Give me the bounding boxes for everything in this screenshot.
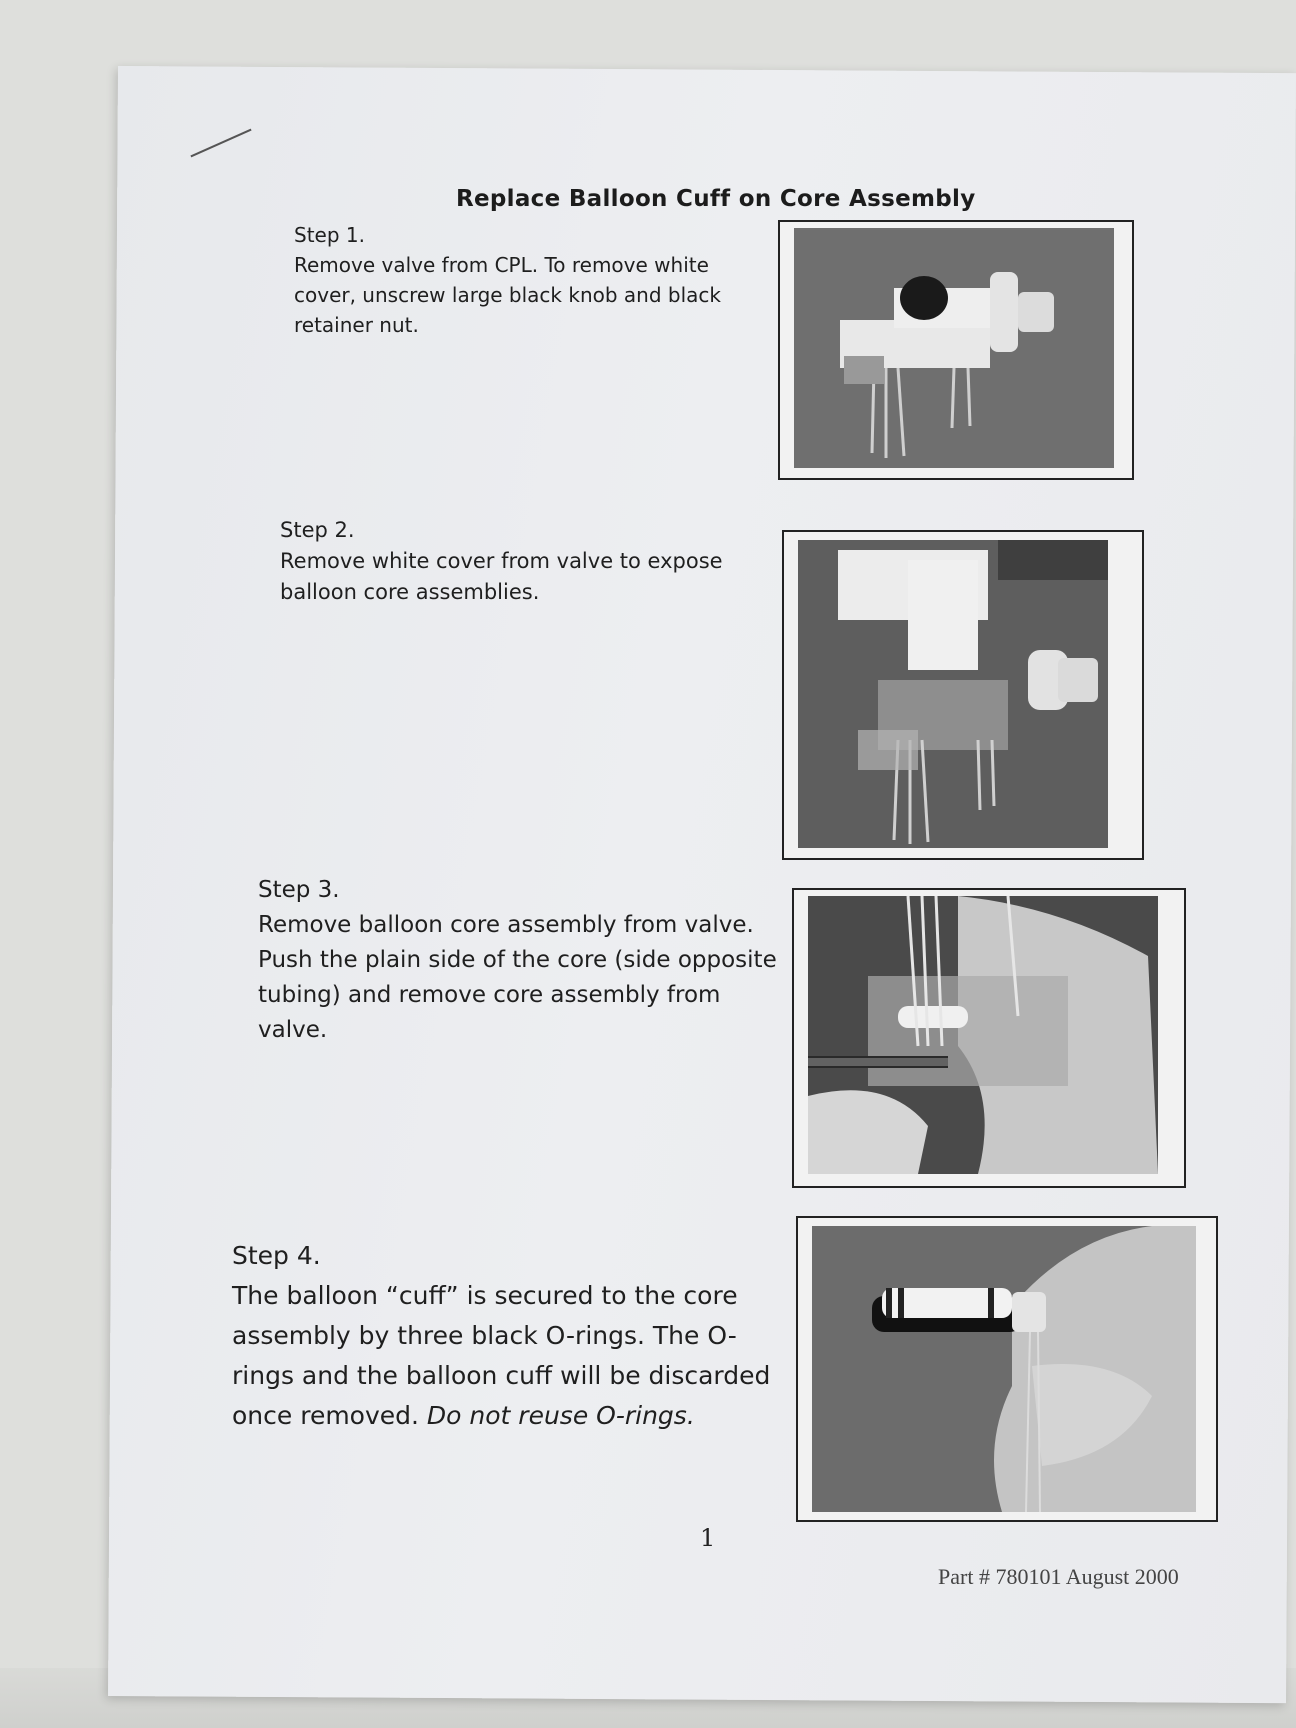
footer-part-number: Part # 780101 August 2000 (938, 1564, 1179, 1589)
step-3-label: Step 3. (258, 877, 340, 903)
step-4-label: Step 4. (232, 1241, 321, 1270)
step-3-text: Remove balloon core assembly from valve. Push the plain side of the core (side opposite tubing) and remove core assembly from valve. (258, 912, 777, 1043)
step-2-photo (798, 540, 1108, 848)
step-4-photo (812, 1226, 1196, 1512)
step-2 (280, 515, 760, 608)
step-1 (294, 220, 764, 340)
step-2-text: Remove white cover from valve to expose balloon core assemblies. (280, 549, 723, 604)
step-1-label: Step 1. (294, 223, 365, 247)
step-1-text: Remove valve from CPL. To remove white cover, unscrew large black knob and black retainer nut. (294, 253, 721, 337)
step-4-warning: Do not reuse O-rings. (426, 1401, 695, 1430)
step-2-label: Step 2. (280, 518, 355, 542)
step-3-photo (808, 896, 1158, 1174)
step-1-photo (794, 228, 1114, 468)
step-4-text: The balloon “cuff” is secured to the core assembly by three black O-rings. The O-rings and the balloon cuff will be discarded once removed. (232, 1281, 771, 1430)
step-3 (258, 873, 778, 1048)
page-number: 1 (700, 1524, 716, 1552)
step-4 (232, 1236, 772, 1436)
page-title: Replace Balloon Cuff on Core Assembly (456, 186, 976, 212)
